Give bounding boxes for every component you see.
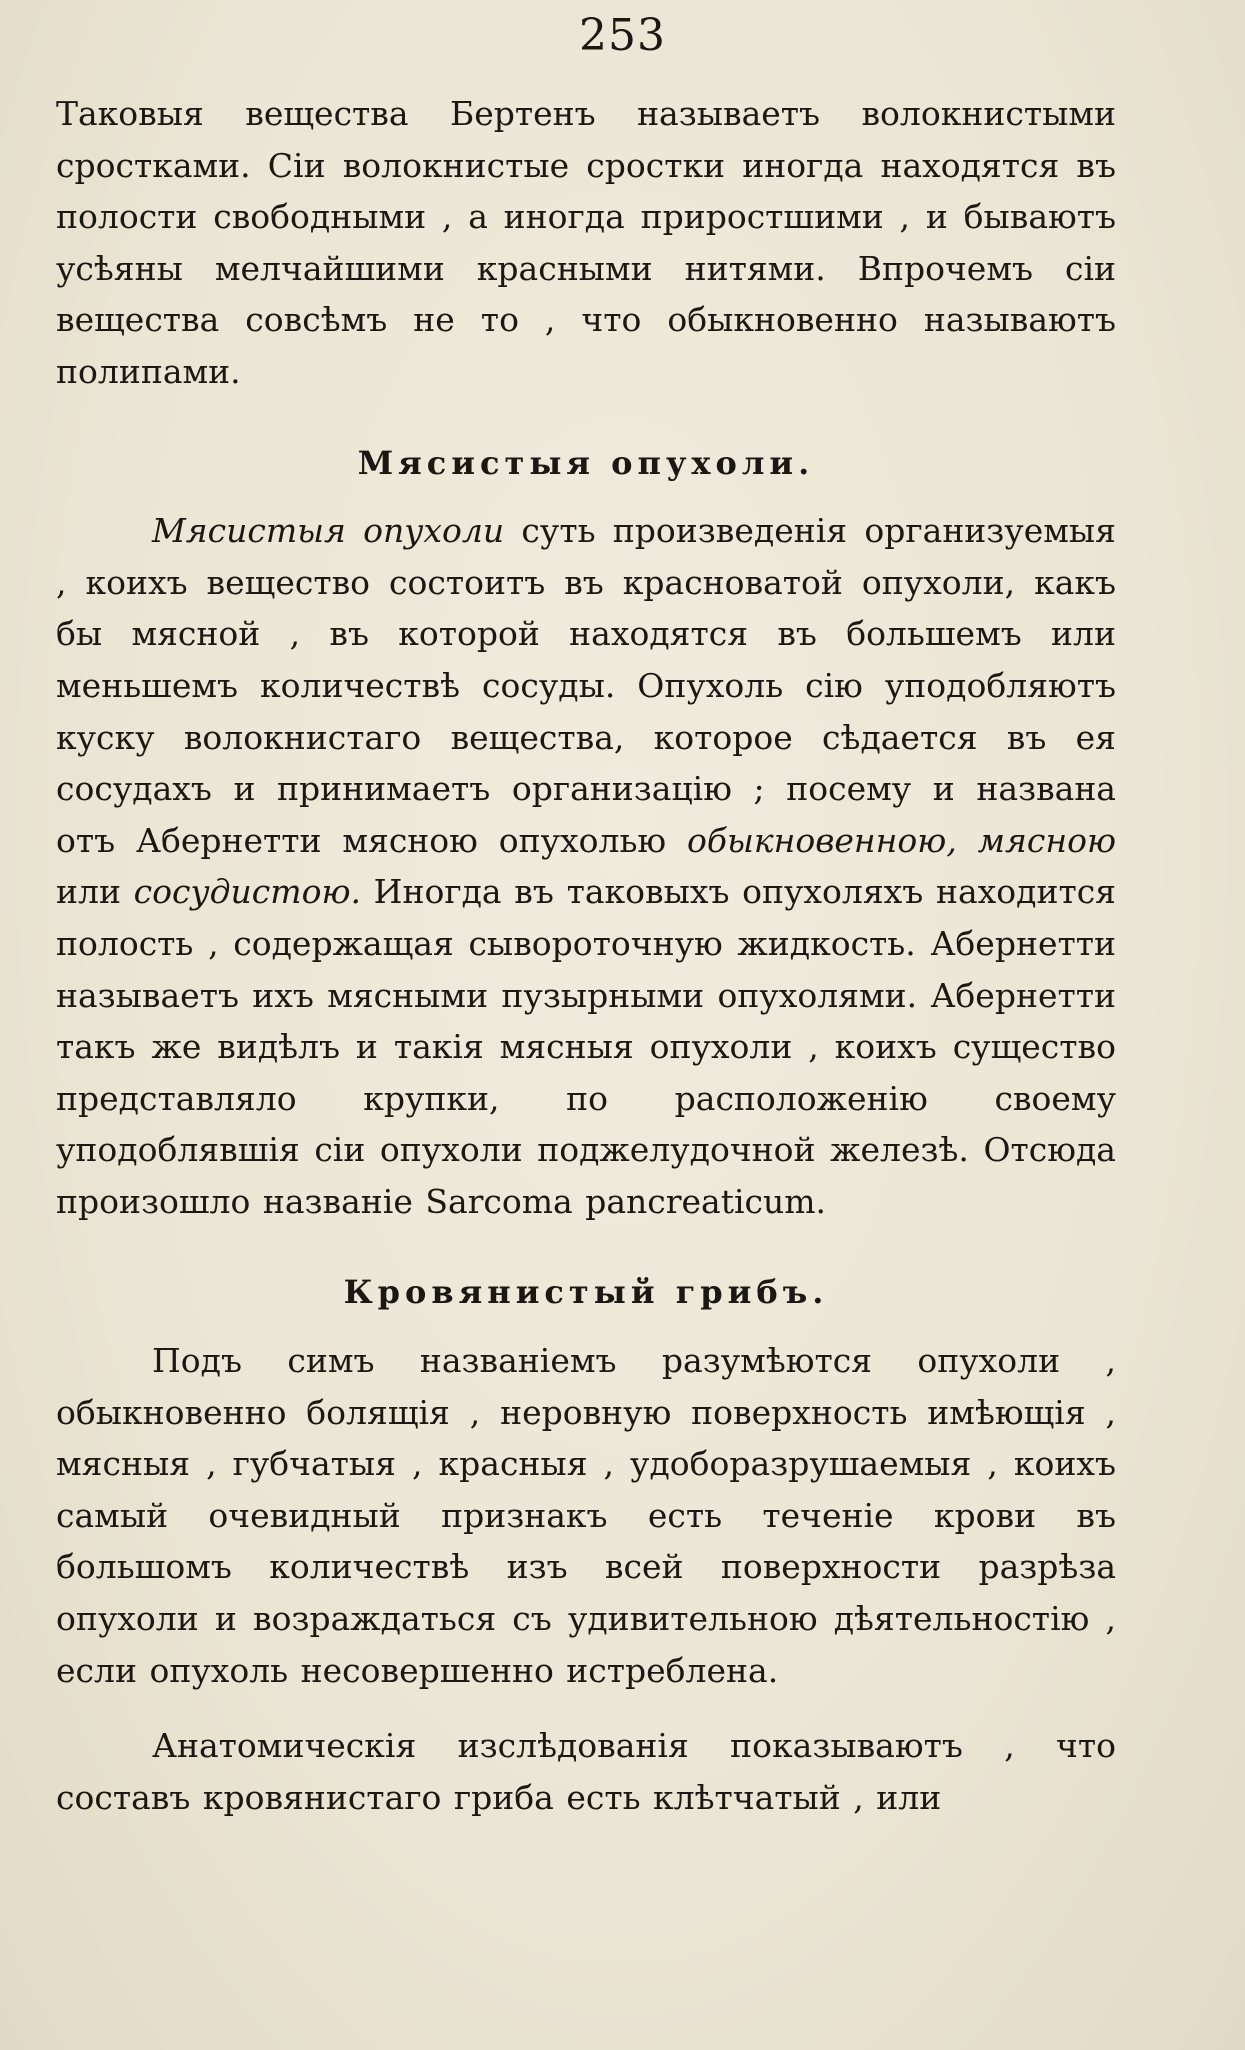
- text-run: Анатомическія изслѣдованія показываютъ , что составъ кровянистаго гриба есть клѣтчатый , или: [56, 1726, 1116, 1817]
- paragraph-anatomical-studies: [56, 1720, 1116, 1823]
- italic-term: сосудистою.: [133, 872, 361, 912]
- text-run: или: [56, 872, 134, 912]
- paragraph-fibrous-growths: [56, 88, 1116, 398]
- text-run: суть произведенія организуемыя , коихъ вещество состоитъ въ красноватой опухоли, какъ бы мясной , въ которой находятся въ большемъ или меньшемъ количествѣ сосуды. Опухоль сію уподобляютъ куску волокнистаго вещества, которое сѣдается въ ея сосудахъ и принимаетъ организацію ; посему и названа отъ Абернетти мясною опухолью: [56, 511, 1116, 860]
- section-heading-bloody-fungus: Кровянистый грибъ.: [343, 1273, 829, 1312]
- text-run: Таковыя вещества Бертенъ называетъ волокнистыми сростками. Сіи волокнистые сростки иногда находятся въ полости свободными , а иногда приростшими , и бываютъ усѣяны мелчайшими красными нитями. Впрочемъ сіи вещества совсѣмъ не то , что обыкновенно называютъ полипами.: [56, 94, 1116, 391]
- section-heading-fleshy-tumors: Мясистыя опухоли.: [357, 443, 815, 482]
- page-body: [56, 88, 1116, 1823]
- paragraph-bloody-fungus: [56, 1335, 1116, 1696]
- text-run: Иногда въ таковыхъ опухоляхъ находится полость , содержащая сывороточную жидкость. Абернетти называетъ ихъ мясными пузырными опухолями. Абернетти такъ же видѣлъ и такія мясныя опухоли , коихъ существо представляло крупки, по расположенію своему уподоблявшія сіи опухоли поджелудочной железѣ. Отсюда произошло названіе Sarcoma pancreaticum.: [56, 872, 1116, 1221]
- italic-term: Мясистыя опухоли: [152, 511, 505, 551]
- text-run: Подъ симъ названіемъ разумѣются опухоли , обыкновенно болящія , неровную поверхность имѣющія , мясныя , губчатыя , красныя , удоборазрушаемыя , коихъ самый очевидный признакъ есть теченіе крови въ большомъ количествѣ изъ всей поверхности разрѣза опухоли и возраждаться съ удивительною дѣятельностію , если опухоль несовершенно истреблена.: [56, 1341, 1116, 1690]
- paragraph-fleshy-tumors: [56, 505, 1116, 1227]
- italic-term: обыкновенною, мясною: [687, 820, 1117, 860]
- page-number: 253: [579, 10, 666, 61]
